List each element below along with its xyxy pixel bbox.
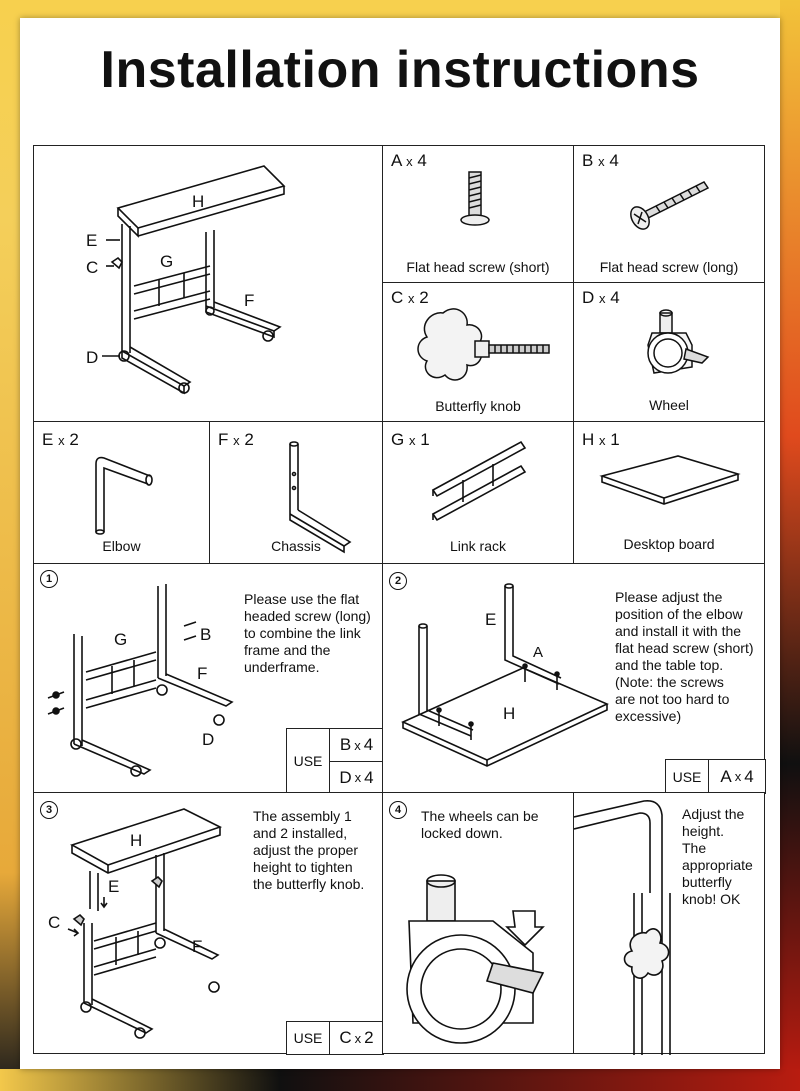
label-H: H (192, 192, 205, 211)
step-3-number: 3 (40, 801, 58, 819)
label-D: D (86, 348, 99, 367)
step-2-label-H: H (503, 704, 516, 723)
label-E: E (86, 231, 98, 250)
part-A-tag: A x 4 (391, 151, 427, 170)
decorative-edge-right (780, 0, 800, 1091)
step-1-label-D: D (202, 730, 215, 749)
part-E-caption: Elbow (102, 538, 141, 554)
part-D-caption: Wheel (649, 397, 689, 413)
part-F-tag: F x 2 (218, 430, 254, 449)
step-3-label-F: F (192, 937, 203, 956)
step-3-use-C: C x 2 (329, 1021, 384, 1055)
step-1-use-label: USE (286, 728, 330, 794)
label-G: G (160, 252, 174, 271)
part-C-caption: Butterfly knob (435, 398, 521, 414)
part-H-tag: H x 1 (582, 430, 620, 449)
step-2-text: Please adjust the position of the elbow and install it with the flat head screw (short) and the table top. (Note: the screws are not too hard to excessive) (615, 589, 754, 724)
step-3-panel (33, 792, 383, 1054)
part-B-tag: B x 4 (582, 151, 619, 170)
part-B-panel (573, 145, 765, 283)
part-F-panel (209, 421, 383, 564)
part-E-tag: E x 2 (42, 430, 79, 449)
step-1-label-G: G (114, 630, 128, 649)
step-1-text: Please use the flat headed screw (long) to combine the link frame and the underframe. (244, 591, 371, 675)
step-1-label-F: F (197, 664, 208, 683)
step-4-number: 4 (389, 801, 407, 819)
decorative-edge-bottom (0, 1069, 800, 1091)
step-1-number: 1 (40, 570, 58, 588)
part-D-tag: D x 4 (582, 288, 620, 307)
part-H-panel (573, 421, 765, 564)
page-title: Installation instructions (100, 41, 700, 99)
label-F: F (244, 291, 255, 310)
part-D-panel (573, 282, 765, 422)
step-1-use-D: D x 4 (329, 761, 384, 794)
part-A-panel (382, 145, 574, 283)
step-3-text: The assembly 1 and 2 installed, adjust the proper height to tighten the butterfly knob. (253, 808, 365, 892)
part-F-caption: Chassis (271, 538, 321, 554)
step-2-use-A: A x 4 (708, 759, 766, 794)
part-G-panel (382, 421, 574, 564)
step-1-use-B: B x 4 (329, 728, 384, 762)
step-4b-panel (573, 792, 765, 1054)
overview-panel (33, 145, 383, 423)
step-2-use-label: USE (665, 759, 709, 794)
step-2-label-E: E (485, 610, 497, 629)
step-2-label-A: A (533, 644, 544, 661)
label-C: C (86, 258, 99, 277)
part-G-tag: G x 1 (391, 430, 430, 449)
part-E-panel (33, 421, 210, 564)
step-1-panel (33, 563, 383, 793)
step-2-number: 2 (389, 572, 407, 590)
step-4b-text: Adjust the height. The appropriate butterfly knob! OK (682, 806, 753, 907)
assembled-table-illustration (34, 146, 384, 424)
part-G-caption: Link rack (449, 538, 507, 554)
part-H-caption: Desktop board (623, 536, 715, 552)
step-2-panel (382, 563, 765, 793)
step-3-use-label: USE (286, 1021, 330, 1055)
part-A-caption: Flat head screw (short) (406, 259, 550, 275)
step-3-label-C: C (48, 913, 61, 932)
step-3-label-H: H (130, 831, 143, 850)
step-4-text: The wheels can be locked down. (421, 808, 539, 841)
step-1-label-B: B (200, 625, 212, 644)
step-3-label-E: E (108, 877, 120, 896)
part-B-caption: Flat head screw (long) (599, 259, 739, 275)
part-C-tag: C x 2 (391, 288, 429, 307)
step-4-panel (382, 792, 574, 1054)
part-C-panel (382, 282, 574, 422)
